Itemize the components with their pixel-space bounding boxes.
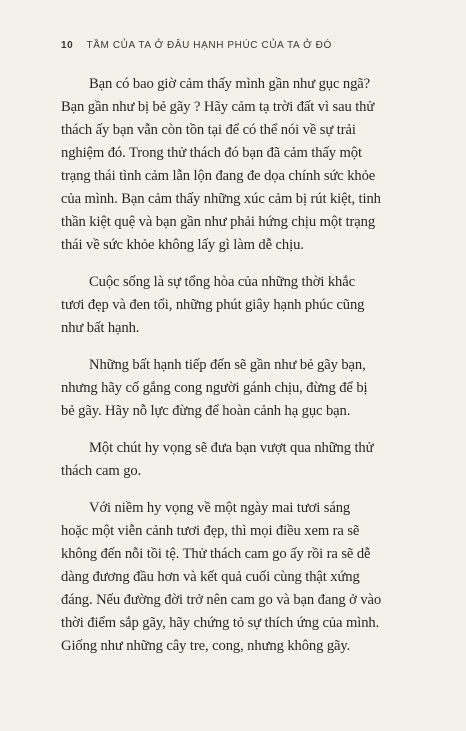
- paragraph-3: [61, 354, 439, 423]
- text-line: Với niềm hy vọng về một ngày mai tươi sáng: [89, 500, 351, 516]
- running-title: TẦM CỦA TA Ở ĐÂU HẠNH PHÚC CỦA TA Ở ĐÓ: [86, 40, 332, 51]
- body-text: [61, 73, 439, 672]
- running-header: [61, 40, 441, 51]
- text-line: Giống như những cây tre, cong, nhưng không gãy.: [61, 638, 351, 654]
- paragraph-2: [61, 271, 439, 340]
- text-line: tươi đẹp và đen tối, những phút giây hạnh phúc cũng: [61, 297, 365, 313]
- text-line: nhưng hãy cố gắng cong người gánh chịu, đừng để bị: [61, 380, 368, 396]
- text-line: Bạn gần như bị bẻ gãy ? Hãy cảm tạ trời đất vì sau thử: [61, 99, 375, 115]
- text-line: của mình. Bạn cảm thấy những xúc cảm bị rút kiệt, tinh: [61, 191, 381, 207]
- page-number: 10: [61, 40, 74, 51]
- text-line: Bạn có bao giờ cảm thấy mình gần như gục ngã?: [89, 76, 371, 92]
- text-line: Một chút hy vọng sẽ đưa bạn vượt qua những thử: [89, 440, 374, 456]
- text-line: bẻ gãy. Hãy nỗ lực đừng để hoàn cảnh hạ gục bạn.: [61, 403, 351, 419]
- text-line: dàng đương đầu hơn và kết quả cuối cùng thật xứng: [61, 569, 360, 585]
- text-line: thái về sức khỏe không lấy gì làm dễ chịu.: [61, 237, 304, 253]
- text-line: nghiệm đó. Trong thử thách đó bạn đã cảm thấy một: [61, 145, 362, 161]
- text-line: như bất hạnh.: [61, 320, 140, 336]
- text-line: thời điểm sắp gãy, hãy chứng tỏ sự thích ứng của mình.: [61, 615, 380, 631]
- paragraph-5: [61, 497, 439, 658]
- text-line: không đến nỗi tồi tệ. Thử thách cam go ấy rồi ra sẽ dễ: [61, 546, 371, 562]
- text-line: trạng thái tình cảm lẫn lộn đang đe dọa chính sức khỏe: [61, 168, 376, 184]
- text-line: Những bất hạnh tiếp đến sẽ gần như bẻ gãy bạn,: [89, 357, 366, 373]
- text-line: thách ấy bạn vẫn còn tồn tại để có thể nói về sự trải: [61, 122, 356, 138]
- paragraph-1: [61, 73, 439, 257]
- text-line: thách cam go.: [61, 463, 142, 479]
- text-line: thần kiệt quệ và bạn gần như phải hứng chịu một trạng: [61, 214, 376, 230]
- text-line: đáng. Nếu đường đời trở nên cam go và bạn đang ở vào: [61, 592, 382, 608]
- text-line: Cuộc sống là sự tổng hòa của những thời khắc: [89, 274, 355, 290]
- paragraph-4: [61, 437, 439, 483]
- text-line: hoặc một viễn cảnh tươi đẹp, thì mọi điều xem ra sẽ: [61, 523, 360, 539]
